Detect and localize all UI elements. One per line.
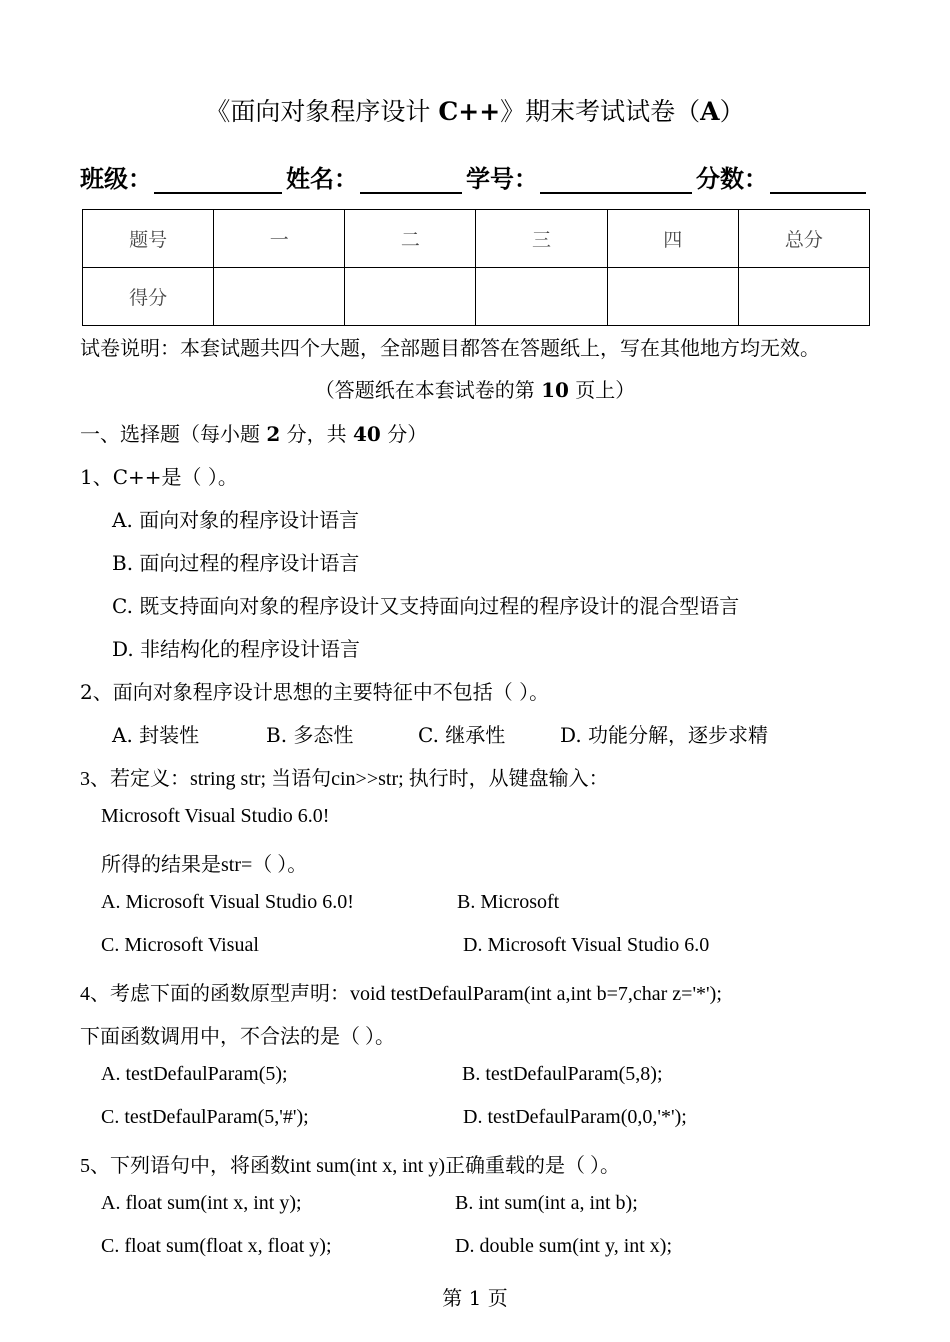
question-5-stem: 5、下列语句中，将函数int sum(int x, int y)正确重载的是（ ）。 (80, 1155, 620, 1177)
score-cell[interactable] (476, 268, 607, 326)
page-number: 1 (468, 1286, 482, 1310)
question-3-option-c: C. Microsoft Visual (101, 934, 259, 956)
instructions: 试卷说明：本套试题共四个大题，全部题目都答在答题纸上，写在其他地方均无效。 (80, 336, 820, 360)
score-row-label: 得分 (83, 268, 214, 326)
class-label: 班级： (80, 165, 152, 193)
question-4-option-d: D. testDefaulParam(0,0,'*'); (463, 1106, 687, 1128)
score-field[interactable] (770, 158, 866, 194)
student-id-field[interactable] (540, 158, 692, 194)
question-3-option-a: A. Microsoft Visual Studio 6.0! (101, 891, 354, 913)
header-cell: 二 (345, 210, 476, 268)
exam-title: 《面向对象程序设计 C++》期末考试试卷（A） (205, 97, 745, 126)
question-2-option-b: B. 多态性 (266, 723, 354, 747)
name-label: 姓名： (286, 165, 358, 193)
class-field[interactable] (154, 158, 282, 194)
question-4-option-c: C. testDefaulParam(5,'#'); (101, 1106, 309, 1128)
question-3-option-b: B. Microsoft (457, 891, 560, 913)
question-1-option-c: C. 既支持面向对象的程序设计又支持面向过程的程序设计的混合型语言 (112, 594, 740, 618)
student-id-label: 学号： (466, 165, 538, 193)
page-footer: 第 1 页 (442, 1286, 508, 1310)
header-cell: 一 (214, 210, 345, 268)
section-1-heading: 一、选择题（每小题 2 分，共 40 分） (80, 422, 428, 446)
question-5-option-b: B. int sum(int a, int b); (455, 1192, 638, 1214)
student-info-line (80, 158, 870, 194)
question-2-option-c: C. 继承性 (418, 723, 506, 747)
answer-sheet-note: （答题纸在本套试卷的第 10 页上） (314, 378, 636, 402)
question-2-stem: 2、面向对象程序设计思想的主要特征中不包括（ ）。 (80, 680, 550, 704)
header-cell: 总分 (738, 210, 869, 268)
header-cell: 四 (607, 210, 738, 268)
question-1-option-b: B. 面向过程的程序设计语言 (112, 551, 360, 575)
question-3-option-d: D. Microsoft Visual Studio 6.0 (463, 934, 710, 956)
score-table-header-row (83, 210, 870, 268)
question-3-input: Microsoft Visual Studio 6.0! (101, 805, 330, 827)
score-cell[interactable] (738, 268, 869, 326)
question-5-option-c: C. float sum(float x, float y); (101, 1235, 332, 1257)
question-5-option-a: A. float sum(int x, int y); (101, 1192, 302, 1214)
header-cell: 题号 (83, 210, 214, 268)
question-1-option-d: D. 非结构化的程序设计语言 (112, 637, 361, 661)
question-4-option-a: A. testDefaulParam(5); (101, 1063, 288, 1085)
question-1-option-a: A. 面向对象的程序设计语言 (112, 508, 360, 532)
score-cell[interactable] (607, 268, 738, 326)
question-2-option-a: A. 封装性 (112, 723, 200, 747)
question-4-stem-2: 下面函数调用中，不合法的是（ ）。 (80, 1026, 395, 1048)
question-2-option-d: D. 功能分解，逐步求精 (560, 723, 769, 747)
question-1-stem: 1、C++是（ ）。 (80, 465, 238, 489)
question-3-stem: 3、若定义：string str; 当语句cin>>str; 执行时，从键盘输入： (80, 768, 609, 790)
question-3-result: 所得的结果是str=（ ）。 (101, 854, 308, 876)
score-table (82, 209, 870, 326)
score-label: 分数： (696, 165, 768, 193)
question-4-stem: 4、考虑下面的函数原型声明：void testDefaulParam(int a,int b=7,char z='*'); (80, 983, 722, 1005)
question-5-option-d: D. double sum(int y, int x); (455, 1235, 673, 1257)
score-cell[interactable] (345, 268, 476, 326)
question-4-option-b: B. testDefaulParam(5,8); (462, 1063, 663, 1085)
header-cell: 三 (476, 210, 607, 268)
score-cell[interactable] (214, 268, 345, 326)
score-table-score-row (83, 268, 870, 326)
name-field[interactable] (360, 158, 462, 194)
